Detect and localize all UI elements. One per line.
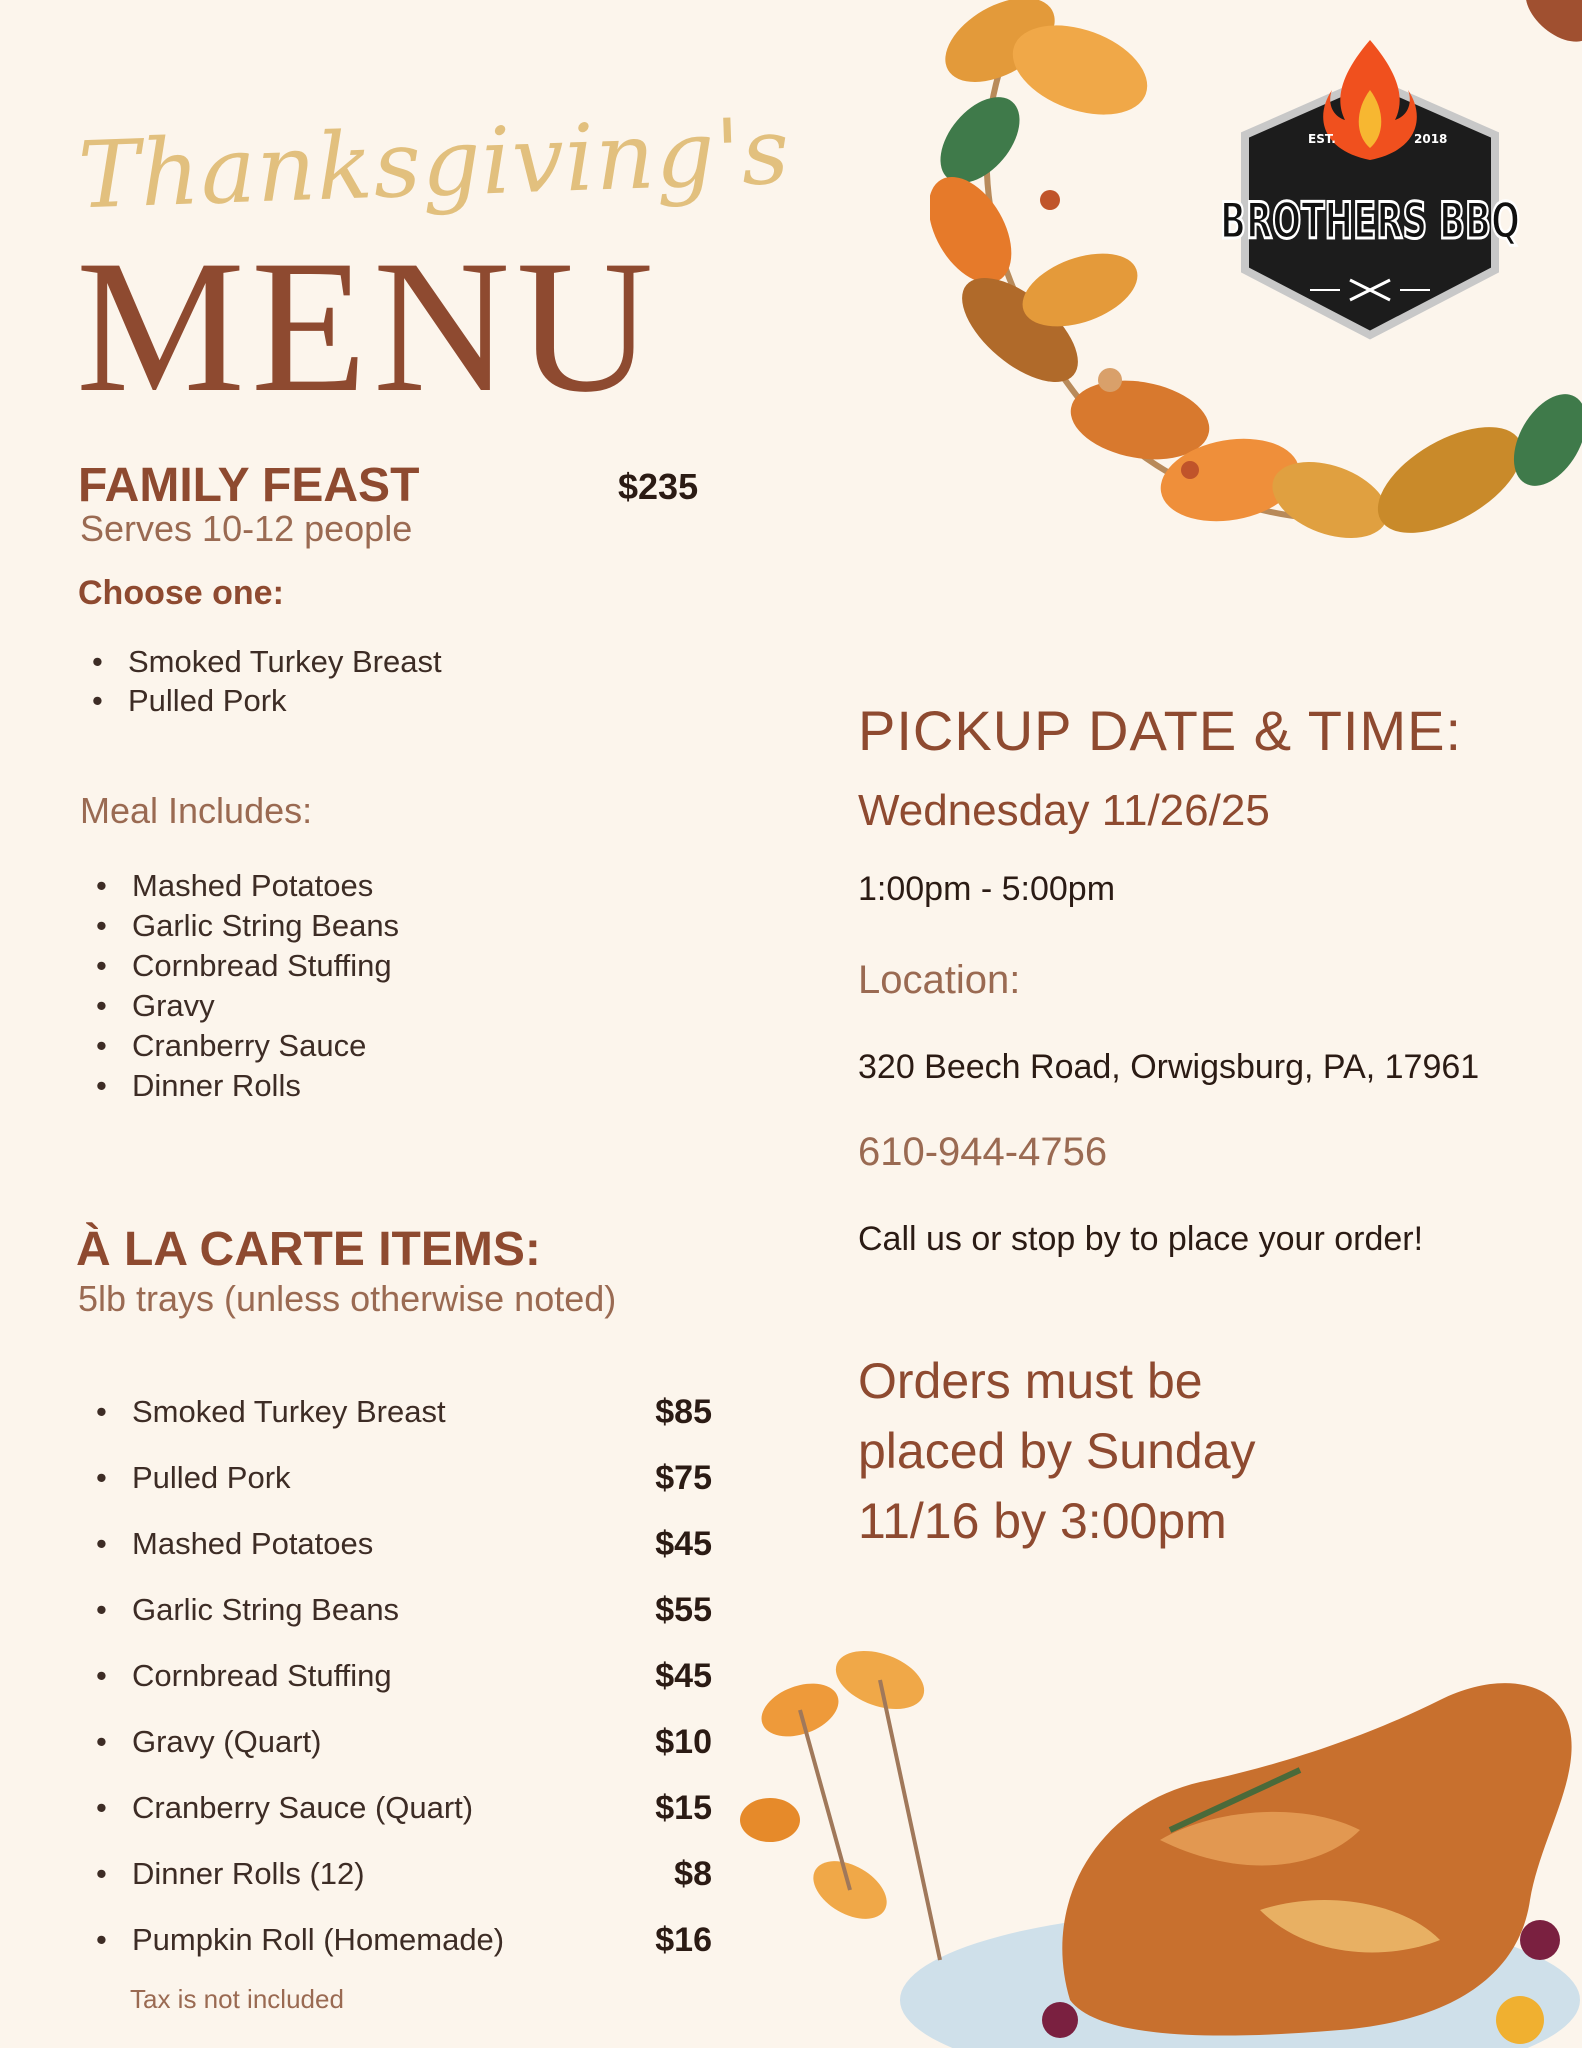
menu-item-row [82,1846,712,1912]
list-item: • Garlic String Beans [82,906,399,946]
location-label: Location: [858,958,1021,1002]
phone-number: 610-944-4756 [858,1130,1108,1174]
meal-includes-list [82,866,399,1106]
logo-year-text: 2018 [1414,132,1448,146]
order-deadline: Orders must be placed by Sunday 11/16 by 3:00pm [858,1353,1256,1549]
a-la-carte-subtitle: 5lb trays (unless otherwise noted) [78,1278,617,1319]
list-item: • Smoked Turkey Breast [78,642,442,681]
menu-item-name: • Mashed Potatoes [132,1526,374,1561]
list-item: • Gravy [82,986,399,1026]
menu-item-price: $45 [655,1525,712,1563]
menu-item-row [82,1384,712,1450]
tax-note: Tax is not included [130,1984,344,2014]
location-address: 320 Beech Road, Orwigsburg, PA, 17961 [858,1048,1480,1086]
pickup-time: 1:00pm - 5:00pm [858,870,1116,908]
menu-title: MENU [76,222,660,432]
list-item: • Mashed Potatoes [82,866,399,906]
menu-item-price: $55 [655,1591,712,1629]
menu-item-row [82,1450,712,1516]
list-item: • Cranberry Sauce [82,1026,399,1066]
list-item: • Pulled Pork [78,681,442,720]
logo-est-text: EST. [1308,132,1336,146]
roast-turkey-illustration [740,1640,1582,2048]
family-feast-serves: Serves 10-12 people [80,508,413,549]
menu-item-row [82,1582,712,1648]
list-item: • Dinner Rolls [82,1066,399,1106]
menu-item-row [82,1516,712,1582]
menu-item-name: • Dinner Rolls (12) [132,1856,365,1891]
pickup-date: Wednesday 11/26/25 [858,786,1270,835]
menu-item-name: • Cranberry Sauce (Quart) [132,1790,474,1825]
menu-item-row [82,1912,712,1978]
menu-item-name: • Gravy (Quart) [132,1724,322,1759]
menu-item-name: • Smoked Turkey Breast [132,1394,446,1429]
call-to-order-text: Call us or stop by to place your order! [858,1220,1424,1258]
menu-item-price: $45 [655,1657,712,1695]
thanksgiving-script-title: Thanksgiving's [76,97,792,230]
menu-item-price: $16 [655,1921,712,1959]
pickup-heading: PICKUP DATE & TIME: [858,699,1463,762]
meal-includes-label: Meal Includes: [80,790,313,831]
menu-item-row [82,1648,712,1714]
menu-item-price: $10 [655,1723,712,1761]
menu-item-row [82,1780,712,1846]
menu-item-price: $75 [655,1459,712,1497]
family-feast-price: $235 [618,466,699,507]
brothers-bbq-logo [1210,20,1530,350]
menu-item-price: $8 [674,1855,712,1893]
logo-name-text: BROTHERS BBQ [1220,192,1520,250]
a-la-carte-list [82,1384,712,1978]
menu-item-name: • Pumpkin Roll (Homemade) [132,1922,505,1957]
list-item: • Cornbread Stuffing [82,946,399,986]
choose-one-label: Choose one: [78,574,284,612]
family-feast-title: FAMILY FEAST [78,459,420,512]
menu-item-name: • Garlic String Beans [132,1592,400,1627]
choose-one-list [78,642,442,720]
menu-item-price: $85 [655,1393,712,1431]
menu-item-row [82,1714,712,1780]
a-la-carte-title: À LA CARTE ITEMS: [76,1223,541,1276]
menu-item-price: $15 [655,1789,712,1827]
menu-item-name: • Pulled Pork [132,1460,291,1495]
menu-item-name: • Cornbread Stuffing [132,1658,392,1693]
